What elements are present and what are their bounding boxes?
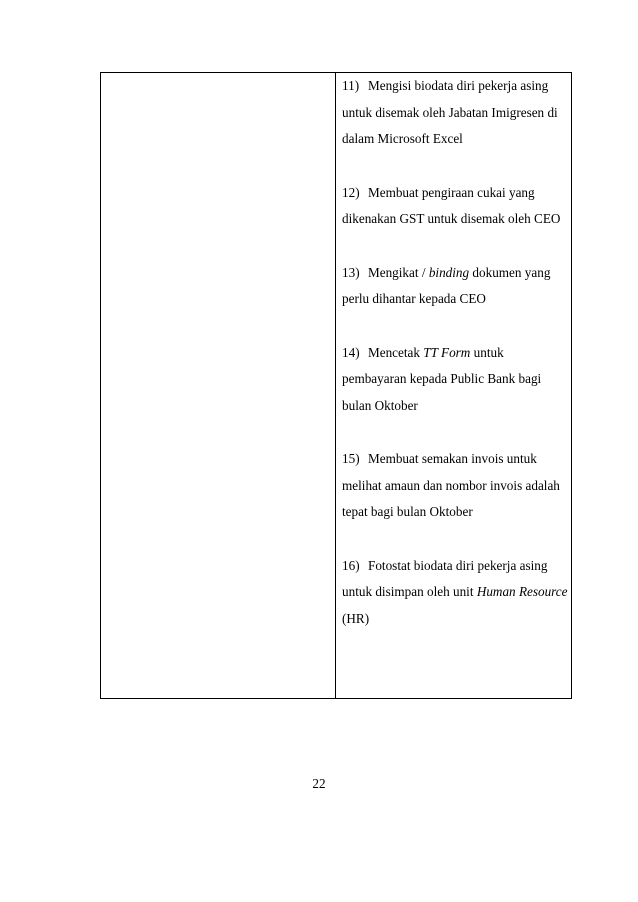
task-text: melihat amaun dan nombor invois adalah <box>342 477 560 493</box>
task-line <box>342 366 567 393</box>
task-number: 12) <box>342 184 360 200</box>
task-text: dalam Microsoft Excel <box>342 131 463 146</box>
task-line <box>342 260 567 287</box>
task-text: untuk disemak oleh Jabatan Imigresen di <box>342 104 558 120</box>
entry-spacer <box>342 419 567 446</box>
table-row <box>101 73 572 699</box>
task-text: Mencetak <box>368 344 424 360</box>
task-text-italic: binding <box>428 264 470 280</box>
task-item <box>342 260 567 313</box>
task-line <box>342 579 567 606</box>
task-text: Mengisi biodata diri pekerja asing <box>368 78 549 93</box>
task-item <box>342 73 567 153</box>
task-number: 13) <box>342 264 360 280</box>
task-item <box>342 446 567 526</box>
task-number: 15) <box>342 451 360 466</box>
task-text: pembayaran kepada Public Bank bagi <box>342 371 542 386</box>
task-table <box>100 72 572 699</box>
task-item <box>342 180 567 233</box>
task-text: dokumen yang <box>469 264 551 280</box>
task-text: tepat bagi bulan Oktober <box>342 504 473 519</box>
task-line <box>342 100 567 127</box>
task-line <box>342 393 567 420</box>
task-item <box>342 553 567 633</box>
task-text: untuk <box>470 344 504 360</box>
task-text: perlu dihantar kepada CEO <box>342 291 486 306</box>
task-number: 16) <box>342 557 360 573</box>
task-text: dikenakan GST untuk disemak oleh CEO <box>342 211 561 226</box>
task-line <box>342 606 567 633</box>
task-text: (HR) <box>342 610 370 626</box>
left-column-cell <box>101 73 336 699</box>
task-item <box>342 340 567 420</box>
task-text-italic: Human Resource <box>476 584 568 599</box>
entry-spacer <box>342 153 567 180</box>
task-line <box>342 73 567 100</box>
task-line <box>342 473 567 500</box>
task-text: untuk disimpan oleh unit <box>342 584 477 599</box>
entry-spacer <box>342 233 567 260</box>
task-list <box>336 73 571 632</box>
task-line <box>342 446 567 473</box>
task-text: Membuat semakan invois untuk <box>368 451 537 466</box>
task-list-cell <box>336 73 572 699</box>
task-text: Membuat pengiraan cukai yang <box>368 184 535 200</box>
task-text-italic: TT Form <box>423 344 471 360</box>
entry-spacer <box>342 313 567 340</box>
task-line <box>342 340 567 367</box>
task-line <box>342 499 567 526</box>
task-number: 14) <box>342 344 360 360</box>
task-number: 11) <box>342 78 360 93</box>
task-line <box>342 206 567 233</box>
task-text: Mengikat / <box>368 264 429 280</box>
task-line <box>342 180 567 207</box>
task-text: Fotostat biodata diri pekerja asing <box>368 557 548 573</box>
task-text: bulan Oktober <box>342 397 418 413</box>
task-line <box>342 553 567 580</box>
task-line <box>342 126 567 153</box>
page-number: 22 <box>312 776 326 791</box>
task-line <box>342 286 567 313</box>
entry-spacer <box>342 526 567 553</box>
